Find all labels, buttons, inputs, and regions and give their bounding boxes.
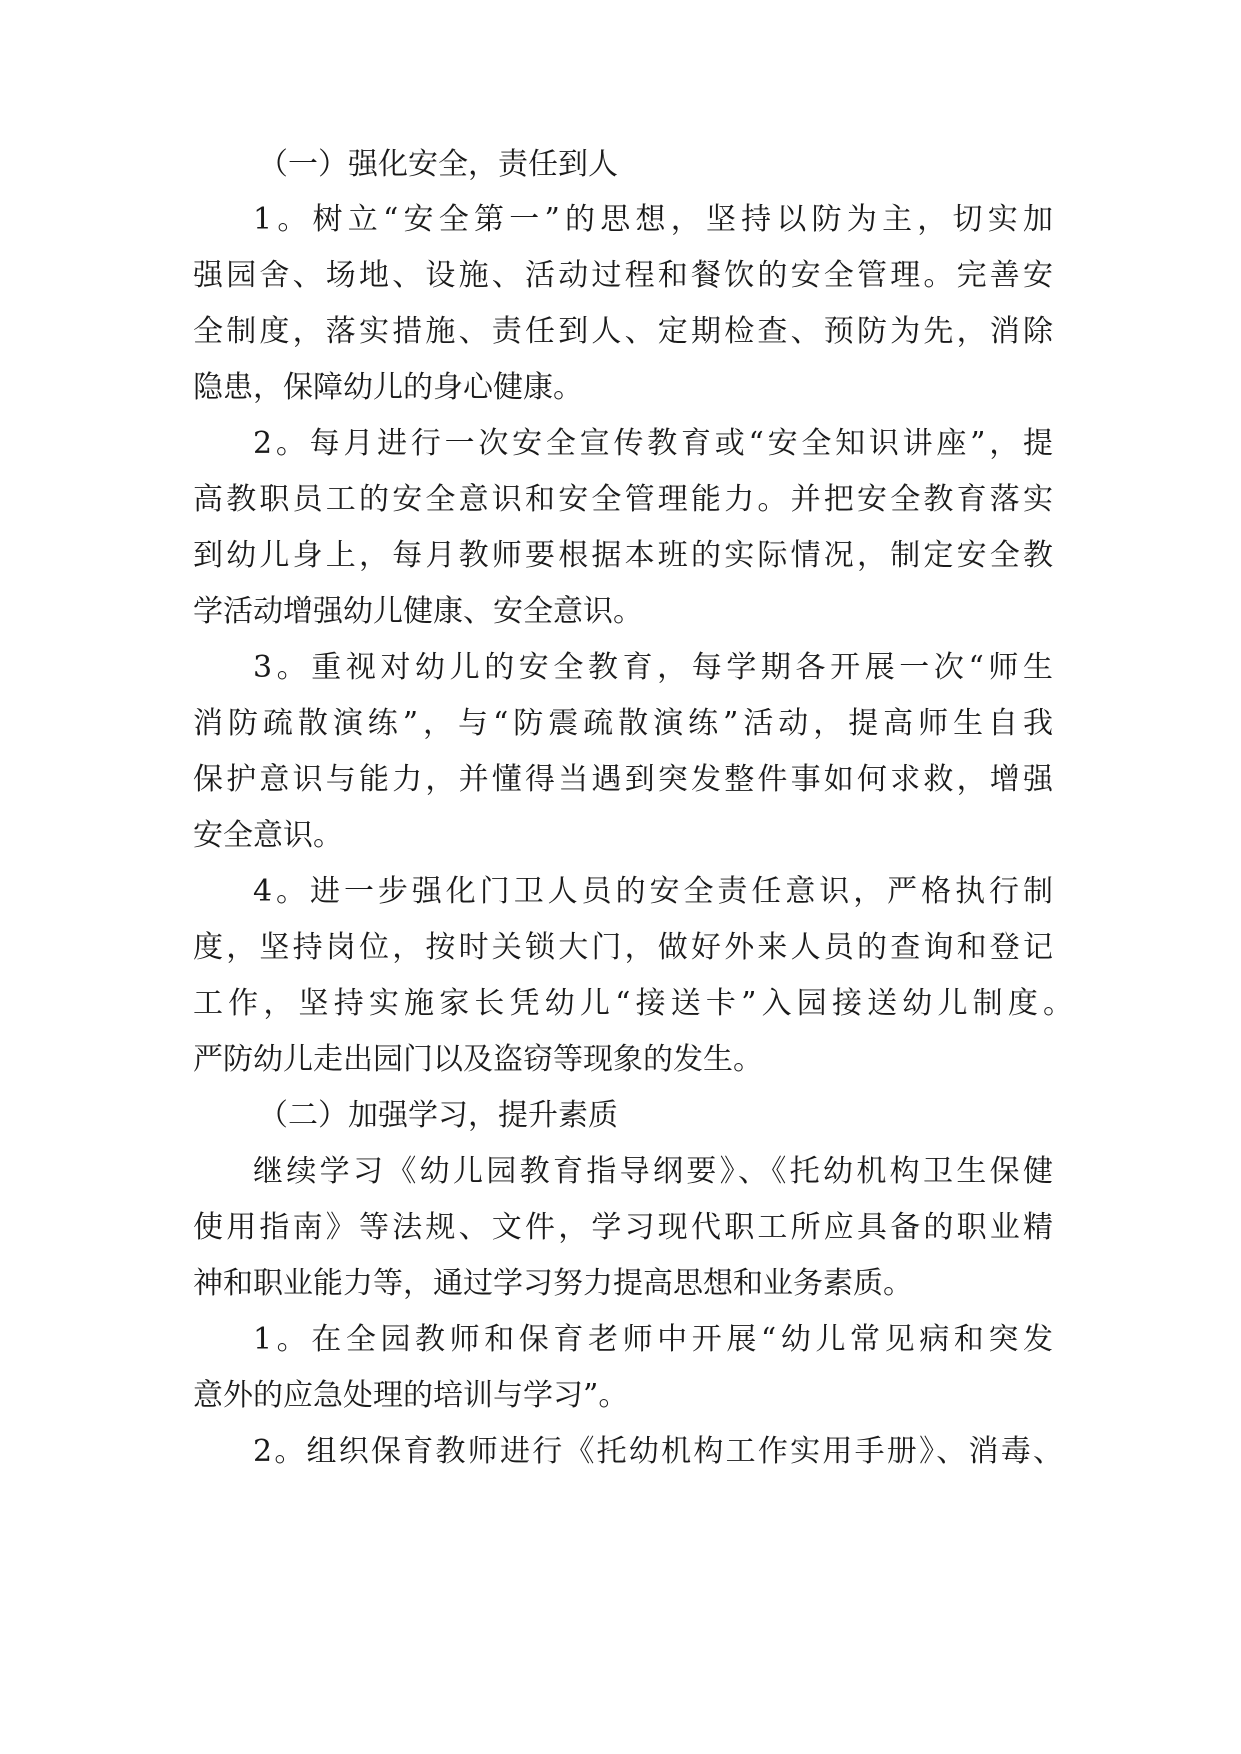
paragraph-line: 继续学习《幼儿园教育指导纲要》、《托幼机构卫生保健 <box>253 1154 1053 1189</box>
paragraph-line: 保护意识与能力，并懂得当遇到突发整件事如何求救，增强 <box>193 762 1053 797</box>
paragraph-line: 隐患，保障幼儿的身心健康。 <box>193 370 583 405</box>
paragraph-line: 学活动增强幼儿健康、安全意识。 <box>193 594 643 629</box>
paragraph-line: 2。每月进行一次安全宣传教育或“安全知识讲座”，提 <box>253 426 1053 461</box>
paragraph-line: 2。组织保育教师进行《托幼机构工作实用手册》、消毒、 <box>253 1434 1063 1469</box>
paragraph-line: 4。进一步强化门卫人员的安全责任意识，严格执行制 <box>253 874 1053 909</box>
paragraph-line: 1。在全园教师和保育老师中开展“幼儿常见病和突发 <box>253 1322 1053 1357</box>
section-heading-1: （一）强化安全，责任到人 <box>258 147 618 182</box>
paragraph-line: 高教职员工的安全意识和安全管理能力。并把安全教育落实 <box>193 482 1053 517</box>
paragraph-line: 严防幼儿走出园门以及盗窃等现象的发生。 <box>193 1042 763 1077</box>
section-heading-2: （二）加强学习，提升素质 <box>258 1098 618 1133</box>
paragraph-line: 消防疏散演练”，与“防震疏散演练”活动，提高师生自我 <box>193 706 1053 741</box>
paragraph-line: 使用指南》等法规、文件，学习现代职工所应具备的职业精 <box>193 1210 1053 1245</box>
paragraph-line: 全制度，落实措施、责任到人、定期检查、预防为先，消除 <box>193 314 1053 349</box>
paragraph-line: 强园舍、场地、设施、活动过程和餐饮的安全管理。完善安 <box>193 258 1053 293</box>
paragraph-line: 3。重视对幼儿的安全教育，每学期各开展一次“师生 <box>253 650 1053 685</box>
paragraph-line: 度，坚持岗位，按时关锁大门，做好外来人员的查询和登记 <box>193 930 1053 965</box>
paragraph-line: 工作，坚持实施家长凭幼儿“接送卡”入园接送幼儿制度。 <box>193 986 1073 1021</box>
paragraph-line: 意外的应急处理的培训与学习”。 <box>193 1378 629 1413</box>
paragraph-line: 1。树立“安全第一”的思想，坚持以防为主，切实加 <box>253 202 1053 237</box>
paragraph-line: 安全意识。 <box>193 818 343 853</box>
paragraph-line: 神和职业能力等，通过学习努力提高思想和业务素质。 <box>193 1266 913 1301</box>
paragraph-line: 到幼儿身上，每月教师要根据本班的实际情况，制定安全教 <box>193 538 1053 573</box>
